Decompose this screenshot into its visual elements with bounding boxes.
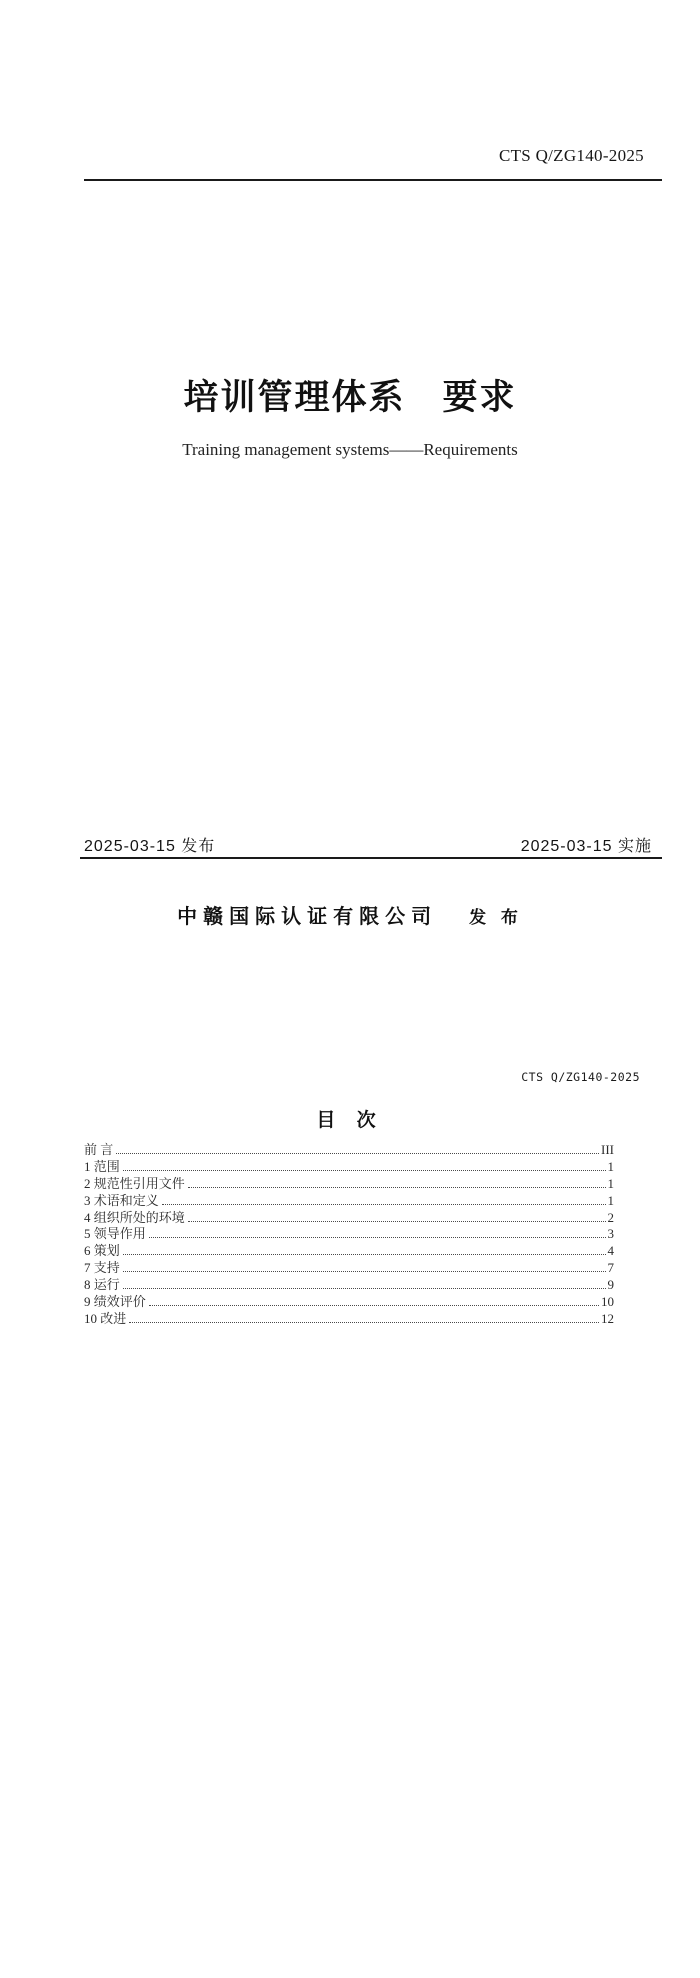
- toc-entry-page-number: 1: [607, 1158, 614, 1174]
- toc-title: 目 次: [316, 1110, 384, 1131]
- toc-entry-label: 7 支持: [84, 1260, 120, 1276]
- publisher-name: 中赣国际认证有限公司: [177, 906, 438, 928]
- toc-entry: [84, 1274, 614, 1291]
- toc-entry: [84, 1257, 614, 1274]
- toc-entry: [84, 1223, 614, 1240]
- toc-dot-leader: [116, 1153, 599, 1154]
- toc-entry-label: 2 规范性引用文件: [84, 1175, 185, 1191]
- toc-list: [84, 1139, 614, 1325]
- issue-date: 2025-03-15 发布: [84, 838, 216, 855]
- header-rule: [84, 179, 662, 181]
- toc-entry: [84, 1156, 614, 1173]
- toc-entry-page-number: III: [601, 1142, 614, 1157]
- toc-entry-page-number: 10: [601, 1294, 614, 1310]
- toc-entry: [84, 1240, 614, 1257]
- toc-entry-page-number: 1: [607, 1175, 614, 1191]
- toc-entry-page-number: 3: [607, 1226, 614, 1242]
- document-code-header-page2: CTS Q/ZG140-2025: [521, 1070, 640, 1084]
- document-title: 培训管理体系 要求: [183, 378, 517, 417]
- toc-dot-leader: [123, 1271, 606, 1272]
- toc-entry: [84, 1173, 614, 1190]
- toc-dot-leader: [162, 1204, 606, 1205]
- toc-entry: [84, 1207, 614, 1224]
- toc-entry-label: 前 言: [84, 1142, 114, 1157]
- dates-row: [84, 833, 652, 856]
- implementation-date: 2025-03-15 实施: [520, 838, 652, 855]
- toc-dot-leader: [188, 1187, 606, 1188]
- publisher-row: [0, 900, 700, 929]
- toc-dot-leader: [123, 1288, 606, 1289]
- toc-entry-label: 10 改进: [84, 1310, 127, 1326]
- toc-dot-leader: [149, 1305, 599, 1306]
- toc-dot-leader: [123, 1254, 606, 1255]
- toc-entry-label: 3 术语和定义: [84, 1192, 159, 1208]
- dates-rule: [80, 857, 662, 859]
- toc-entry-label: 6 策划: [84, 1243, 120, 1259]
- toc-entry-label: 8 运行: [84, 1277, 120, 1293]
- toc-dot-leader: [149, 1237, 606, 1238]
- document-subtitle-english: Training management systems——Requirements: [182, 440, 518, 459]
- toc-entry-page-number: 9: [607, 1277, 614, 1293]
- document-code-header: CTS Q/ZG140-2025: [498, 146, 644, 165]
- toc-entry: [84, 1308, 614, 1325]
- toc-dot-leader: [188, 1221, 606, 1222]
- toc-entry-label: 9 绩效评价: [84, 1294, 146, 1310]
- toc-entry-label: 5 领导作用: [84, 1226, 146, 1242]
- toc-dot-leader: [123, 1170, 606, 1171]
- toc-entry-page-number: 12: [601, 1310, 614, 1326]
- toc-entry-page-number: 4: [607, 1243, 614, 1259]
- toc-entry-page-number: 7: [607, 1260, 614, 1276]
- toc-entry: [84, 1139, 614, 1156]
- toc-entry-page-number: 2: [607, 1209, 614, 1225]
- publish-label: 发 布: [469, 908, 523, 927]
- toc-entry-label: 4 组织所处的环境: [84, 1209, 185, 1225]
- toc-dot-leader: [129, 1322, 599, 1323]
- toc-entry-page-number: 1: [607, 1192, 614, 1208]
- toc-entry: [84, 1291, 614, 1308]
- toc-entry-label: 1 范围: [84, 1158, 120, 1174]
- toc-entry: [84, 1190, 614, 1207]
